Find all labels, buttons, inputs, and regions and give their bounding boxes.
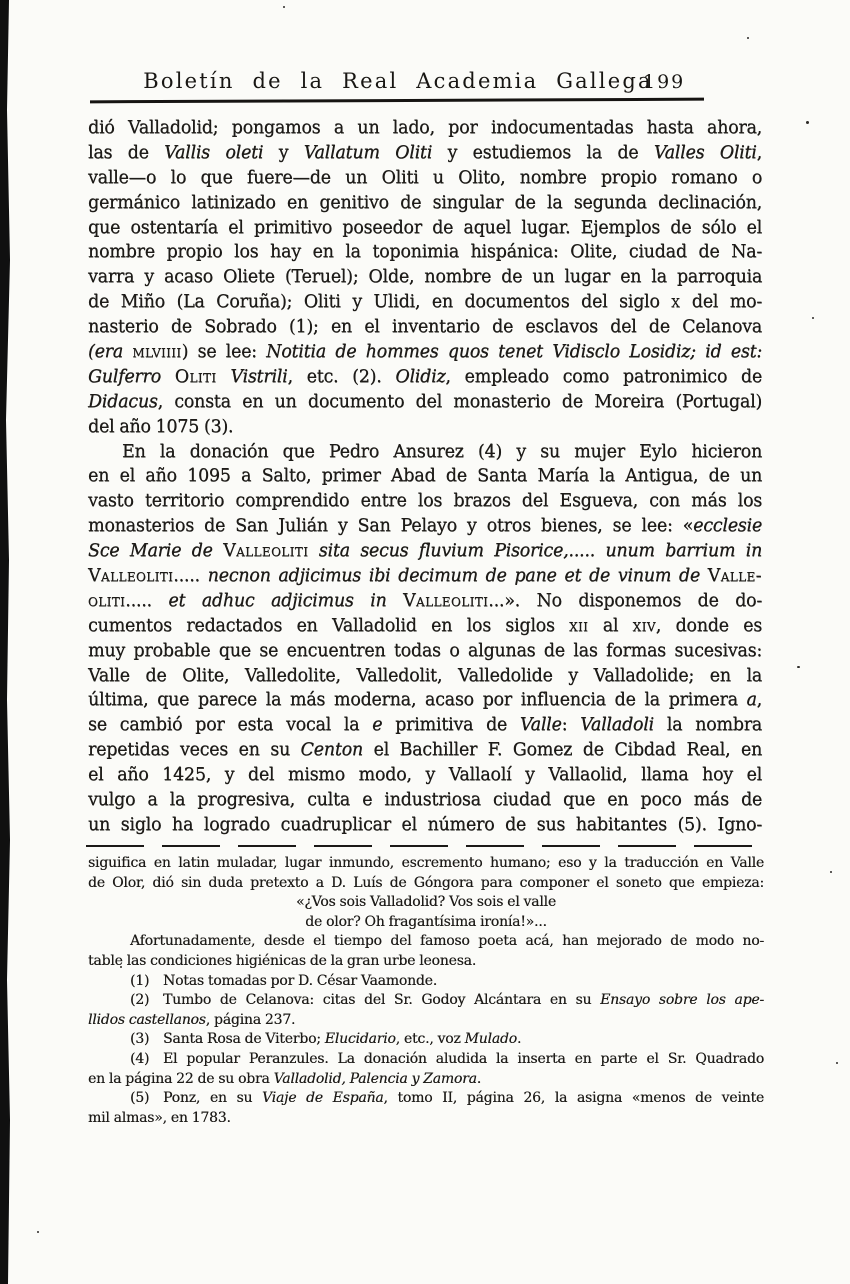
text-run: Centon bbox=[300, 740, 363, 761]
body-line bbox=[88, 564, 762, 589]
footnote-line bbox=[88, 874, 764, 894]
text-run: muy probable que se encuentren todas o algunas de las formas sucesivas: bbox=[88, 640, 762, 661]
body-line bbox=[88, 614, 762, 639]
text-run: Valleoliti bbox=[88, 566, 174, 587]
text-run: table las condiciones higiénicas de la gran urbe leonesa. bbox=[88, 952, 477, 969]
text-run: las de bbox=[88, 142, 165, 163]
text-run: vulgo a la progresiva, culta e industriosa ciudad que en poco más de bbox=[88, 790, 762, 811]
footnote-line bbox=[88, 1030, 764, 1050]
text-run: , donde es bbox=[655, 615, 763, 636]
text-run: necnon adjicimus ibi decimum de pane et de vinum de bbox=[207, 566, 708, 587]
scan-speckle bbox=[283, 6, 285, 8]
text-run: , página 237. bbox=[205, 1011, 296, 1028]
text-run bbox=[308, 541, 318, 561]
body-line bbox=[88, 639, 762, 664]
body-line bbox=[88, 539, 762, 564]
footnote-line bbox=[88, 972, 764, 992]
text-run: Valleoliti bbox=[223, 541, 309, 562]
body-line bbox=[88, 464, 762, 489]
text-run: del año 1075 (3). bbox=[88, 416, 234, 437]
text-run: Valleoliti bbox=[402, 590, 489, 611]
text-run bbox=[217, 367, 231, 387]
text-run: Sce Marie de bbox=[88, 541, 224, 562]
text-run: en la página 22 de su obra bbox=[88, 1070, 274, 1087]
text-run: (2) Tumbo de Celanova: citas del Sr. Godoy Alcántara en su bbox=[130, 992, 601, 1009]
scan-speckle bbox=[830, 871, 832, 873]
text-run: , etc., voz bbox=[395, 1031, 465, 1048]
text-run: Valle bbox=[519, 715, 562, 736]
text-run: , consta en un documento del monasterio de Moreira (Portugal) bbox=[157, 391, 762, 412]
text-run: Vallis oleti bbox=[164, 142, 264, 163]
text-run: : bbox=[561, 715, 581, 736]
scan-speckle bbox=[747, 37, 749, 39]
text-run: e bbox=[372, 715, 383, 736]
text-run: última, que parece la más moderna, acaso por influencia de la primera bbox=[88, 690, 747, 711]
text-run: Elucidario bbox=[324, 1031, 396, 1048]
text-run: Didacus bbox=[88, 391, 158, 412]
body-line bbox=[88, 390, 762, 415]
text-run: Valladolid, Palencia y Zamora bbox=[273, 1070, 477, 1087]
text-run: valle—o lo que fuere—de un Oliti u Olito, nombre propio romano o bbox=[88, 167, 762, 188]
text-run: un siglo ha logrado cuadruplicar el número de sus habitantes (5). Igno- bbox=[88, 814, 762, 835]
body-line bbox=[88, 191, 762, 216]
text-run: oliti bbox=[88, 590, 126, 611]
text-run: Vistrili bbox=[230, 366, 288, 387]
scan-speckle bbox=[836, 1062, 838, 1064]
body-line bbox=[88, 340, 762, 365]
text-run: vasto territorio comprendido entre los brazos del Esgueva, con más los bbox=[88, 491, 762, 512]
body-line bbox=[88, 116, 762, 141]
text-run: repetidas veces en su bbox=[88, 740, 301, 761]
body-line bbox=[88, 216, 762, 241]
text-run: a bbox=[746, 690, 757, 711]
text-run: y bbox=[263, 142, 304, 163]
text-run: germánico latinizado en genitivo de singular de la segunda declinación, bbox=[88, 192, 762, 213]
text-run: Valle de Olite, Valledolite, Valledolit, Valledolide y Valladolide; en la bbox=[88, 665, 762, 686]
footnote-line bbox=[88, 932, 764, 952]
text-run: Gulferro bbox=[88, 366, 175, 387]
body-line bbox=[88, 365, 762, 390]
text-run: , etc. (2). bbox=[287, 366, 396, 387]
body-line bbox=[88, 240, 762, 265]
body-line bbox=[88, 166, 762, 191]
text-run: Olidiz bbox=[395, 366, 446, 387]
text-run: xiv bbox=[632, 615, 656, 636]
text-run: al bbox=[588, 615, 633, 636]
header-rule bbox=[90, 98, 704, 104]
text-run: Oliti bbox=[174, 366, 217, 387]
text-run: cumentos redactados en Valladolid en los siglos bbox=[88, 615, 570, 636]
scan-speckle bbox=[797, 666, 800, 668]
text-run: la nombra bbox=[653, 715, 762, 736]
body-line bbox=[88, 265, 762, 290]
scan-edge-artifact bbox=[0, 0, 11, 1284]
body-line bbox=[88, 813, 762, 838]
footnote-line bbox=[88, 913, 764, 933]
footnote-line bbox=[88, 1089, 764, 1109]
text-run: (era bbox=[88, 342, 133, 363]
body-text bbox=[88, 116, 762, 838]
text-run: x bbox=[671, 292, 681, 313]
text-run: Mulado bbox=[464, 1031, 517, 1048]
footnote-line bbox=[88, 1050, 764, 1070]
text-run: que ostentaría el primitivo poseedor de aquel lugar. Ejemplos de sólo el bbox=[88, 217, 762, 238]
body-line bbox=[88, 514, 762, 539]
text-run: (5) Ponz, en su bbox=[130, 1090, 263, 1107]
page-title: Boletín de la Real Academia Gallega bbox=[143, 69, 653, 93]
text-run: . bbox=[516, 1031, 522, 1048]
body-line bbox=[88, 440, 762, 465]
page-number: 199 bbox=[643, 71, 686, 93]
body-line bbox=[88, 315, 762, 340]
text-run: Valladoli bbox=[580, 715, 654, 736]
scan-speckle bbox=[806, 121, 809, 124]
body-line bbox=[88, 738, 762, 763]
text-run: , empleado como patronimico de bbox=[445, 366, 762, 387]
text-run: nasterio de Sobrado (1); en el inventario de esclavos del de Celanova bbox=[88, 317, 762, 338]
text-run: et adhuc adjicimus in bbox=[168, 590, 403, 611]
body-line bbox=[88, 713, 762, 738]
text-run: mil almas», en 1783. bbox=[88, 1109, 231, 1126]
text-run: ...». No disponemos de do- bbox=[488, 590, 762, 611]
text-run: En la donación que Pedro Ansurez (4) y su mujer Eylo hicieron bbox=[122, 441, 762, 462]
footnote-line bbox=[88, 854, 764, 874]
text-run: dió Valladolid; pongamos a un lado, por indocumentadas hasta ahora, bbox=[88, 118, 762, 138]
footnotes bbox=[88, 854, 764, 1128]
text-run: (3) Santa Rosa de Viterbo; bbox=[130, 1031, 325, 1048]
body-line bbox=[88, 664, 762, 689]
body-line bbox=[88, 489, 762, 514]
text-run: (4) El popular Peranzules. La donación aludida la inserta en parte el Sr. Quadrado bbox=[130, 1050, 764, 1067]
text-run: Valles Oliti bbox=[653, 142, 757, 163]
scan-speckle bbox=[37, 1231, 39, 1233]
text-run: , tomo II, página 26, la asigna «menos de veinte bbox=[383, 1090, 764, 1107]
text-run: Notitia de hommes quos tenet Vidisclo Losidiz; id est: bbox=[266, 342, 763, 363]
body-line bbox=[88, 788, 762, 813]
text-run: sita secus fluvium Pisorice,..... unum barrium in bbox=[318, 541, 762, 562]
body-line bbox=[88, 290, 762, 315]
text-run: Valle- bbox=[707, 566, 762, 587]
text-run: de olor? Oh fragantísima ironía!»... bbox=[305, 913, 547, 930]
text-run: ..... bbox=[125, 590, 169, 611]
text-run: (1) Notas tomadas por D. César Vaamonde. bbox=[130, 972, 438, 989]
text-run: llidos castellanos bbox=[88, 1011, 206, 1028]
body-line bbox=[88, 589, 762, 614]
body-line bbox=[88, 141, 762, 166]
text-run: ..... bbox=[173, 566, 208, 587]
text-run: Vallatum Oliti bbox=[303, 142, 433, 163]
text-run: siguifica en latin muladar, lugar inmundo, escremento humano; eso y la traducción en Valle bbox=[88, 855, 764, 871]
text-run: en el año 1095 a Salto, primer Abad de Santa María la Antigua, de un bbox=[88, 466, 762, 487]
footnote-line bbox=[88, 991, 764, 1011]
text-run: se cambió por esta vocal la bbox=[88, 715, 373, 736]
text-run: . bbox=[476, 1070, 482, 1087]
text-run: ecclesie bbox=[693, 516, 762, 537]
text-run: el Bachiller F. Gomez de Cibdad Real, en bbox=[362, 740, 762, 761]
text-run: monasterios de San Julián y San Pelayo y otros bienes, se lee: « bbox=[88, 516, 694, 537]
text-run: xii bbox=[569, 615, 589, 636]
text-run: de Miño (La Coruña); Oliti y Ulidi, en documentos del siglo bbox=[88, 292, 672, 313]
scan-speckle bbox=[812, 317, 814, 319]
text-run: Ensayo sobre los ape- bbox=[600, 992, 765, 1009]
text-run: , bbox=[756, 690, 762, 711]
text-run: Afortunadamente, desde el tiempo del famoso poeta acá, han mejorado de modo no- bbox=[130, 933, 764, 950]
text-run: del mo- bbox=[680, 292, 762, 313]
text-run: mlviiii bbox=[132, 342, 182, 363]
text-run: y estudiemos la de bbox=[432, 142, 654, 163]
text-run: primitiva de bbox=[382, 715, 520, 736]
text-run: Viaje de España bbox=[262, 1090, 384, 1107]
text-run: , bbox=[756, 142, 762, 163]
body-line bbox=[88, 763, 762, 788]
text-run: varra y acaso Oliete (Teruel); Olde, nombre de un lugar en la parroquia bbox=[88, 267, 762, 288]
text-run: nombre propio los hay en la toponimia hispánica: Olite, ciudad de Na- bbox=[88, 242, 762, 263]
footnote-separator bbox=[86, 845, 766, 847]
text-run: el año 1425, y del mismo modo, y Vallaolí y Vallaolid, llama hoy el bbox=[88, 765, 762, 786]
text-run: ) se lee: bbox=[181, 342, 267, 363]
text-run: «¿Vos sois Valladolid? Vos sois el valle bbox=[296, 894, 556, 911]
text-run: de Olor, dió sin duda pretexto a D. Luís de Góngora para componer el soneto que empieza: bbox=[88, 874, 764, 891]
body-line bbox=[88, 688, 762, 713]
